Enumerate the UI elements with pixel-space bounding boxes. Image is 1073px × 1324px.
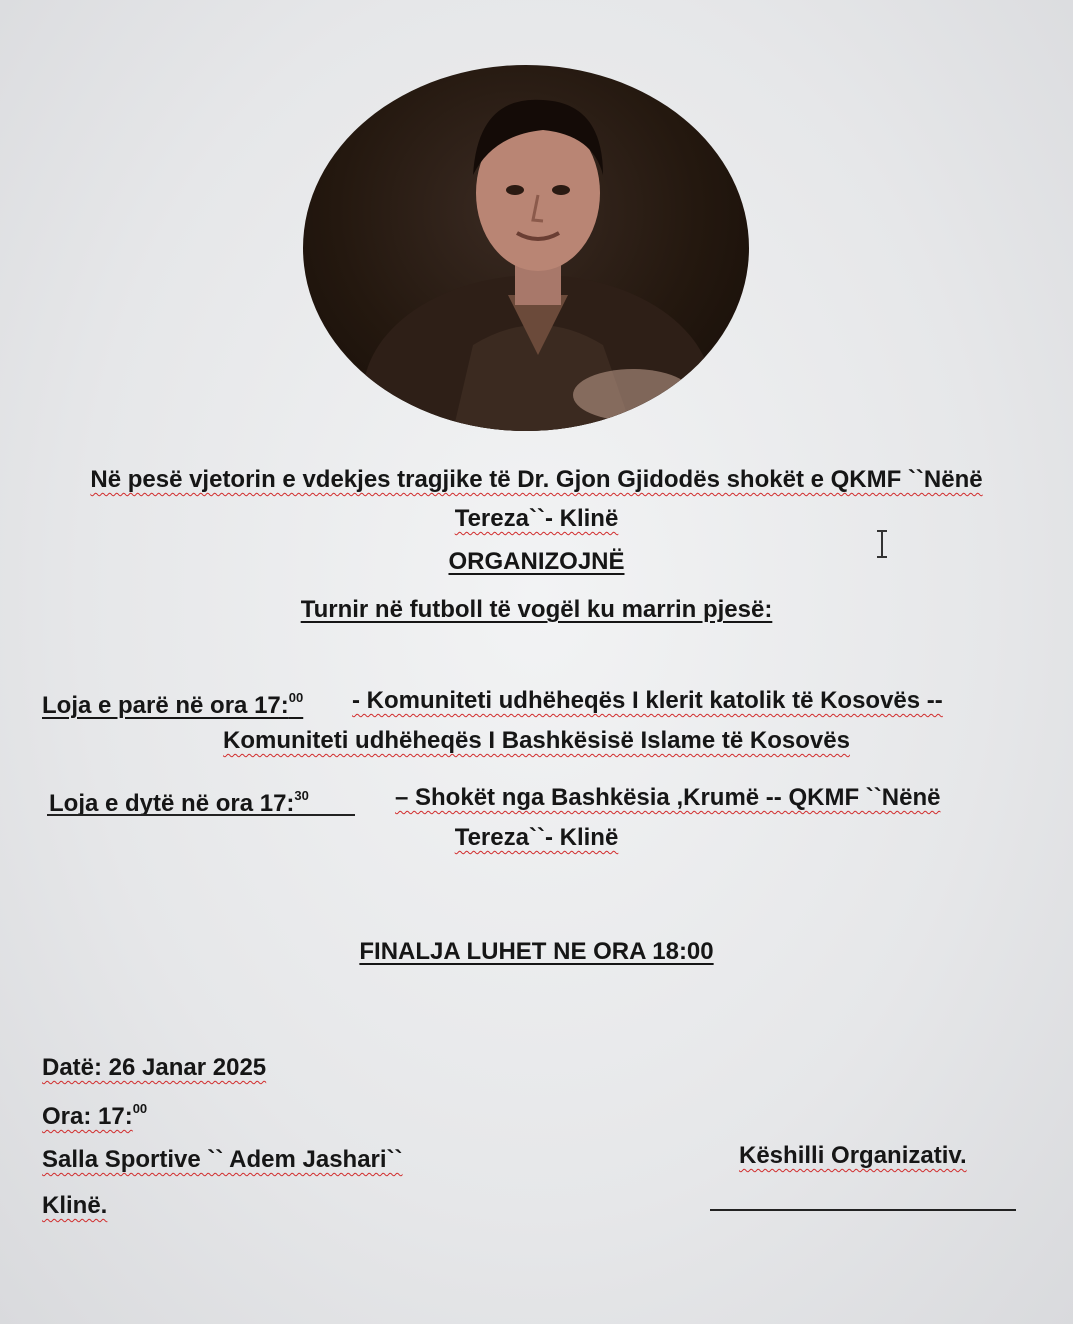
event-city: Klinë.: [42, 1192, 108, 1219]
organize-heading: ORGANIZOJNË: [448, 548, 625, 575]
game2-label-superscript: 30: [294, 788, 309, 803]
game2-teams-line-1: – Shokët nga Bashkësia ,Krumë -- QKMF ``Nënë: [395, 784, 941, 811]
game1-label: Loja e parë në ora 17:$^{00}$: [42, 690, 304, 719]
portrait-illustration: [303, 65, 749, 431]
event-time-superscript: 00: [132, 1101, 148, 1116]
event-time: Ora: 17:$^{00}$: [42, 1101, 148, 1130]
text-cursor-icon: [876, 530, 888, 558]
game2-teams-line-2: Tereza``- Klinë: [454, 824, 619, 851]
intro-line-2: Tereza``- Klinë: [454, 505, 619, 532]
game1-teams-line-1: - Komuniteti udhëheqës I klerit katolik të Kosovës --: [352, 687, 943, 714]
event-venue: Salla Sportive `` Adem Jashari``: [42, 1146, 403, 1173]
game1-teams-line-2: Komuniteti udhëheqës I Bashkësisë Islame të Kosovës: [223, 727, 850, 754]
event-date: Datë: 26 Janar 2025: [42, 1054, 267, 1081]
intro-line-1: Në pesë vjetorin e vdekjes tragjike të Dr. Gjon Gjidodës shokët e QKMF ``Nënë: [90, 466, 983, 493]
signature-line: [710, 1209, 1016, 1211]
organizing-committee: Këshilli Organizativ.: [739, 1142, 967, 1169]
game2-label: Loja e dytë në ora 17:$^{30}$: [49, 788, 309, 817]
portrait-photo: [303, 65, 749, 431]
final-heading: FINALJA LUHET NE ORA 18:00: [359, 938, 714, 965]
game2-underline: [47, 814, 355, 816]
game1-label-superscript: 00: [288, 690, 304, 705]
tournament-heading: Turnir në futboll të vogël ku marrin pjesë:: [300, 596, 773, 623]
